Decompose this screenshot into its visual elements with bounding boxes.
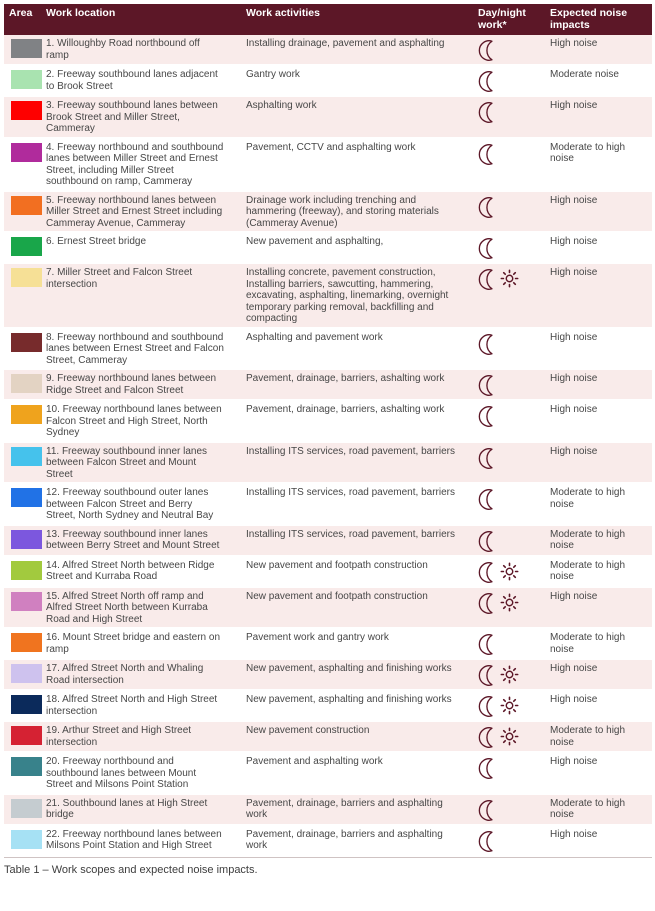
work-location-text: 15. Alfred Street North off ramp and Alfred Street North between Kurraba Road and High Street <box>46 590 208 625</box>
table-row <box>4 722 652 753</box>
area-color-swatch <box>11 726 42 745</box>
noise-impact-text: High noise <box>550 100 598 111</box>
work-location-text: 19. Arthur Street and High Street intersection <box>46 725 192 748</box>
work-location-text: 8. Freeway northbound and southbound lanes between Ernest Street and Falcon Street, Cammeray <box>46 331 224 366</box>
table-row <box>4 484 652 526</box>
table-header-row <box>4 4 652 35</box>
noise-impact-text: Moderate noise <box>550 69 619 80</box>
crescent-moon-icon <box>478 143 498 166</box>
day-night-cell <box>478 798 550 822</box>
area-cell <box>4 69 46 89</box>
crescent-moon-icon <box>478 237 498 260</box>
area-cell <box>4 446 46 466</box>
crescent-moon-icon <box>478 70 498 93</box>
noise-impact-text: High noise <box>550 194 598 206</box>
area-color-swatch <box>11 695 42 714</box>
area-color-swatch <box>11 196 42 215</box>
area-color-swatch <box>11 374 42 393</box>
work-activities-text: New pavement, asphalting and finishing works <box>246 694 452 705</box>
area-cell <box>4 798 46 818</box>
table-row <box>4 35 652 66</box>
area-color-swatch <box>11 333 42 352</box>
crescent-moon-icon <box>478 530 498 553</box>
table-row <box>4 264 652 329</box>
day-night-cell <box>478 236 550 260</box>
work-activities-text: Pavement, drainage, barriers and asphalting work <box>246 797 443 820</box>
day-night-cell <box>478 694 550 718</box>
crescent-moon-icon <box>478 633 498 656</box>
area-cell <box>4 38 46 58</box>
area-color-swatch <box>11 530 42 549</box>
noise-impact-text: High noise <box>550 590 598 602</box>
area-cell <box>4 267 46 287</box>
area-cell <box>4 195 46 215</box>
day-night-cell <box>478 725 550 749</box>
header-area: Area <box>9 7 33 19</box>
day-night-cell <box>478 829 550 853</box>
work-location-text: 6. Ernest Street bridge <box>46 236 147 247</box>
crescent-moon-icon <box>478 695 498 718</box>
work-location-text: 20. Freeway northbound and southbound lanes between Mount Street and Milsons Point Station <box>46 756 197 790</box>
table-row <box>4 691 652 722</box>
crescent-moon-icon <box>478 561 498 584</box>
work-activities-text: Gantry work <box>246 69 300 80</box>
work-location-text: 2. Freeway southbound lanes adjacent to Brook Street <box>46 69 218 92</box>
area-cell <box>4 373 46 393</box>
work-activities-text: Drainage work including trenching and hammering (freeway), and storing materials (Cammeray Avenue) <box>246 194 439 229</box>
noise-impact-text: Moderate to high noise <box>550 487 626 510</box>
work-location-text: 22. Freeway northbound lanes between Milsons Point Station and High Street <box>46 828 222 851</box>
crescent-moon-icon <box>478 799 498 822</box>
noise-impact-text: High noise <box>550 267 598 278</box>
work-activities-text: Installing ITS services, road pavement, barriers <box>246 528 455 540</box>
day-night-cell <box>478 267 550 291</box>
day-night-cell <box>478 373 550 397</box>
crescent-moon-icon <box>478 830 498 853</box>
work-activities-text: Pavement work and gantry work <box>246 632 389 643</box>
day-night-cell <box>478 632 550 656</box>
work-location-text: 11. Freeway southbound inner lanes between Falcon Street and Mount Street <box>46 445 208 480</box>
work-location-text: 21. Southbound lanes at High Street bridge <box>46 797 208 820</box>
work-location-text: 17. Alfred Street North and Whaling Road intersection <box>46 663 204 686</box>
crescent-moon-icon <box>478 405 498 428</box>
table-row <box>4 329 652 371</box>
table-row <box>4 526 652 557</box>
noise-impact-text: High noise <box>550 373 598 384</box>
day-night-cell <box>478 663 550 687</box>
table-row <box>4 588 652 630</box>
work-activities-text: New pavement and asphalting, <box>246 236 384 247</box>
table-row <box>4 97 652 139</box>
area-color-swatch <box>11 757 42 776</box>
table-row <box>4 629 652 660</box>
work-location-text: 4. Freeway northbound and southbound lanes between Miller Street and Ernest Street, including Miller Street southbound on ramp, Cammeray <box>46 141 224 187</box>
noise-impact-text: High noise <box>550 404 598 415</box>
work-activities-text: New pavement and footpath construction <box>246 590 428 602</box>
noise-impact-text: High noise <box>550 694 598 705</box>
noise-impact-text: Moderate to high noise <box>550 559 626 582</box>
area-color-swatch <box>11 830 42 849</box>
crescent-moon-icon <box>478 592 498 615</box>
work-location-text: 14. Alfred Street North between Ridge Street and Kurraba Road <box>46 559 215 582</box>
crescent-moon-icon <box>478 664 498 687</box>
noise-impact-text: High noise <box>550 756 598 767</box>
table-row <box>4 753 652 795</box>
area-color-swatch <box>11 799 42 818</box>
noise-impact-text: High noise <box>550 828 598 840</box>
area-cell <box>4 404 46 424</box>
work-location-text: 3. Freeway southbound lanes between Brook Street and Miller Street, Cammeray <box>46 100 218 134</box>
noise-impact-text: Moderate to high noise <box>550 141 626 164</box>
table-row <box>4 139 652 192</box>
work-activities-text: Installing ITS services, road pavement, barriers <box>246 445 455 457</box>
work-location-text: 13. Freeway southbound inner lanes between Berry Street and Mount Street <box>46 528 220 551</box>
work-location-text: 7. Miller Street and Falcon Street intersection <box>46 267 193 290</box>
crescent-moon-icon <box>478 101 498 124</box>
crescent-moon-icon <box>478 196 498 219</box>
day-night-cell <box>478 529 550 553</box>
table-row <box>4 660 652 691</box>
day-night-cell <box>478 38 550 62</box>
sun-icon <box>500 269 519 288</box>
header-work-activities: Work activities <box>246 7 320 19</box>
noise-impact-text: High noise <box>550 38 598 49</box>
noise-impact-text: High noise <box>550 331 598 343</box>
day-night-cell <box>478 446 550 470</box>
sun-icon <box>500 696 519 715</box>
crescent-moon-icon <box>478 447 498 470</box>
crescent-moon-icon <box>478 726 498 749</box>
area-cell <box>4 694 46 714</box>
day-night-cell <box>478 142 550 166</box>
work-activities-text: New pavement, asphalting and finishing works <box>246 663 452 674</box>
area-color-swatch <box>11 237 42 256</box>
table-caption: Table 1 – Work scopes and expected noise impacts. <box>4 863 258 876</box>
work-location-text: 1. Willoughby Road northbound off ramp <box>46 38 200 61</box>
day-night-cell <box>478 100 550 124</box>
day-night-cell <box>478 404 550 428</box>
work-location-text: 12. Freeway southbound outer lanes between Falcon Street and Berry Street, North Sydney and Neutral Bay <box>46 487 214 521</box>
table-row <box>4 192 652 234</box>
area-color-swatch <box>11 268 42 287</box>
table-body <box>4 35 652 858</box>
area-cell <box>4 560 46 580</box>
crescent-moon-icon <box>478 39 498 62</box>
work-activities-text: Pavement, CCTV and asphalting work <box>246 141 416 153</box>
work-activities-text: Pavement, drainage, barriers, ashalting work <box>246 373 445 384</box>
day-night-cell <box>478 332 550 356</box>
area-color-swatch <box>11 447 42 466</box>
noise-impact-text: Moderate to high noise <box>550 632 626 655</box>
work-activities-text: New pavement and footpath construction <box>246 559 428 571</box>
sun-icon <box>500 593 519 612</box>
area-color-swatch <box>11 70 42 89</box>
table-row <box>4 443 652 485</box>
area-color-swatch <box>11 561 42 580</box>
noise-impact-text: High noise <box>550 236 598 247</box>
day-night-cell <box>478 756 550 780</box>
work-activities-text: Pavement, drainage, barriers and asphalting work <box>246 828 443 851</box>
area-cell <box>4 487 46 507</box>
area-cell <box>4 663 46 683</box>
noise-impact-text: Moderate to high noise <box>550 797 626 820</box>
area-color-swatch <box>11 143 42 162</box>
area-color-swatch <box>11 488 42 507</box>
area-color-swatch <box>11 664 42 683</box>
work-activities-text: Asphalting and pavement work <box>246 331 383 343</box>
day-night-cell <box>478 69 550 93</box>
area-cell <box>4 591 46 611</box>
work-location-text: 16. Mount Street bridge and eastern on ramp <box>46 632 221 655</box>
header-day-night-work: Day/night work* <box>478 7 526 31</box>
sun-icon <box>500 727 519 746</box>
work-location-text: 10. Freeway northbound lanes between Falcon Street and High Street, North Sydney <box>46 404 222 438</box>
area-cell <box>4 829 46 849</box>
table-row <box>4 233 652 264</box>
sun-icon <box>500 665 519 684</box>
header-work-location: Work location <box>46 7 116 19</box>
day-night-cell <box>478 487 550 511</box>
area-color-swatch <box>11 633 42 652</box>
day-night-cell <box>478 560 550 584</box>
noise-impact-text: High noise <box>550 663 598 674</box>
area-color-swatch <box>11 101 42 120</box>
day-night-cell <box>478 195 550 219</box>
work-activities-text: Asphalting work <box>246 100 317 111</box>
day-night-cell <box>478 591 550 615</box>
area-cell <box>4 756 46 776</box>
table-row <box>4 401 652 443</box>
work-activities-text: Installing ITS services, road pavement, barriers <box>246 487 455 498</box>
sun-icon <box>500 562 519 581</box>
work-location-text: 5. Freeway northbound lanes between Miller Street and Ernest Street including Cammeray Avenue, Cammeray <box>46 194 223 229</box>
table-row <box>4 795 652 826</box>
crescent-moon-icon <box>478 757 498 780</box>
work-activities-text: Installing drainage, pavement and asphalting <box>246 38 445 49</box>
crescent-moon-icon <box>478 268 498 291</box>
noise-impact-text: Moderate to high noise <box>550 528 626 551</box>
area-cell <box>4 100 46 120</box>
area-color-swatch <box>11 592 42 611</box>
area-cell <box>4 332 46 352</box>
area-cell <box>4 142 46 162</box>
work-impacts-table <box>4 4 652 858</box>
crescent-moon-icon <box>478 374 498 397</box>
work-location-text: 18. Alfred Street North and High Street intersection <box>46 694 218 717</box>
work-activities-text: New pavement construction <box>246 725 370 736</box>
area-cell <box>4 725 46 745</box>
work-activities-text: Installing concrete, pavement construction, Installing barriers, sawcutting, hammering, excavating, asphalting, linemarking, overnight temporary parking removal, backfilling and compacting <box>246 267 449 324</box>
crescent-moon-icon <box>478 488 498 511</box>
area-color-swatch <box>11 405 42 424</box>
crescent-moon-icon <box>478 333 498 356</box>
work-activities-text: Pavement and asphalting work <box>246 756 383 767</box>
table-row <box>4 826 652 857</box>
work-location-text: 9. Freeway northbound lanes between Ridge Street and Falcon Street <box>46 373 217 396</box>
area-cell <box>4 529 46 549</box>
area-cell <box>4 236 46 256</box>
table-row <box>4 370 652 401</box>
noise-impact-text: High noise <box>550 445 598 457</box>
table-row <box>4 557 652 588</box>
header-expected-noise: Expected noise impacts <box>550 7 628 31</box>
area-color-swatch <box>11 39 42 58</box>
area-cell <box>4 632 46 652</box>
work-activities-text: Pavement, drainage, barriers, ashalting work <box>246 404 445 415</box>
noise-impact-text: Moderate to high noise <box>550 725 626 748</box>
table-row <box>4 66 652 97</box>
